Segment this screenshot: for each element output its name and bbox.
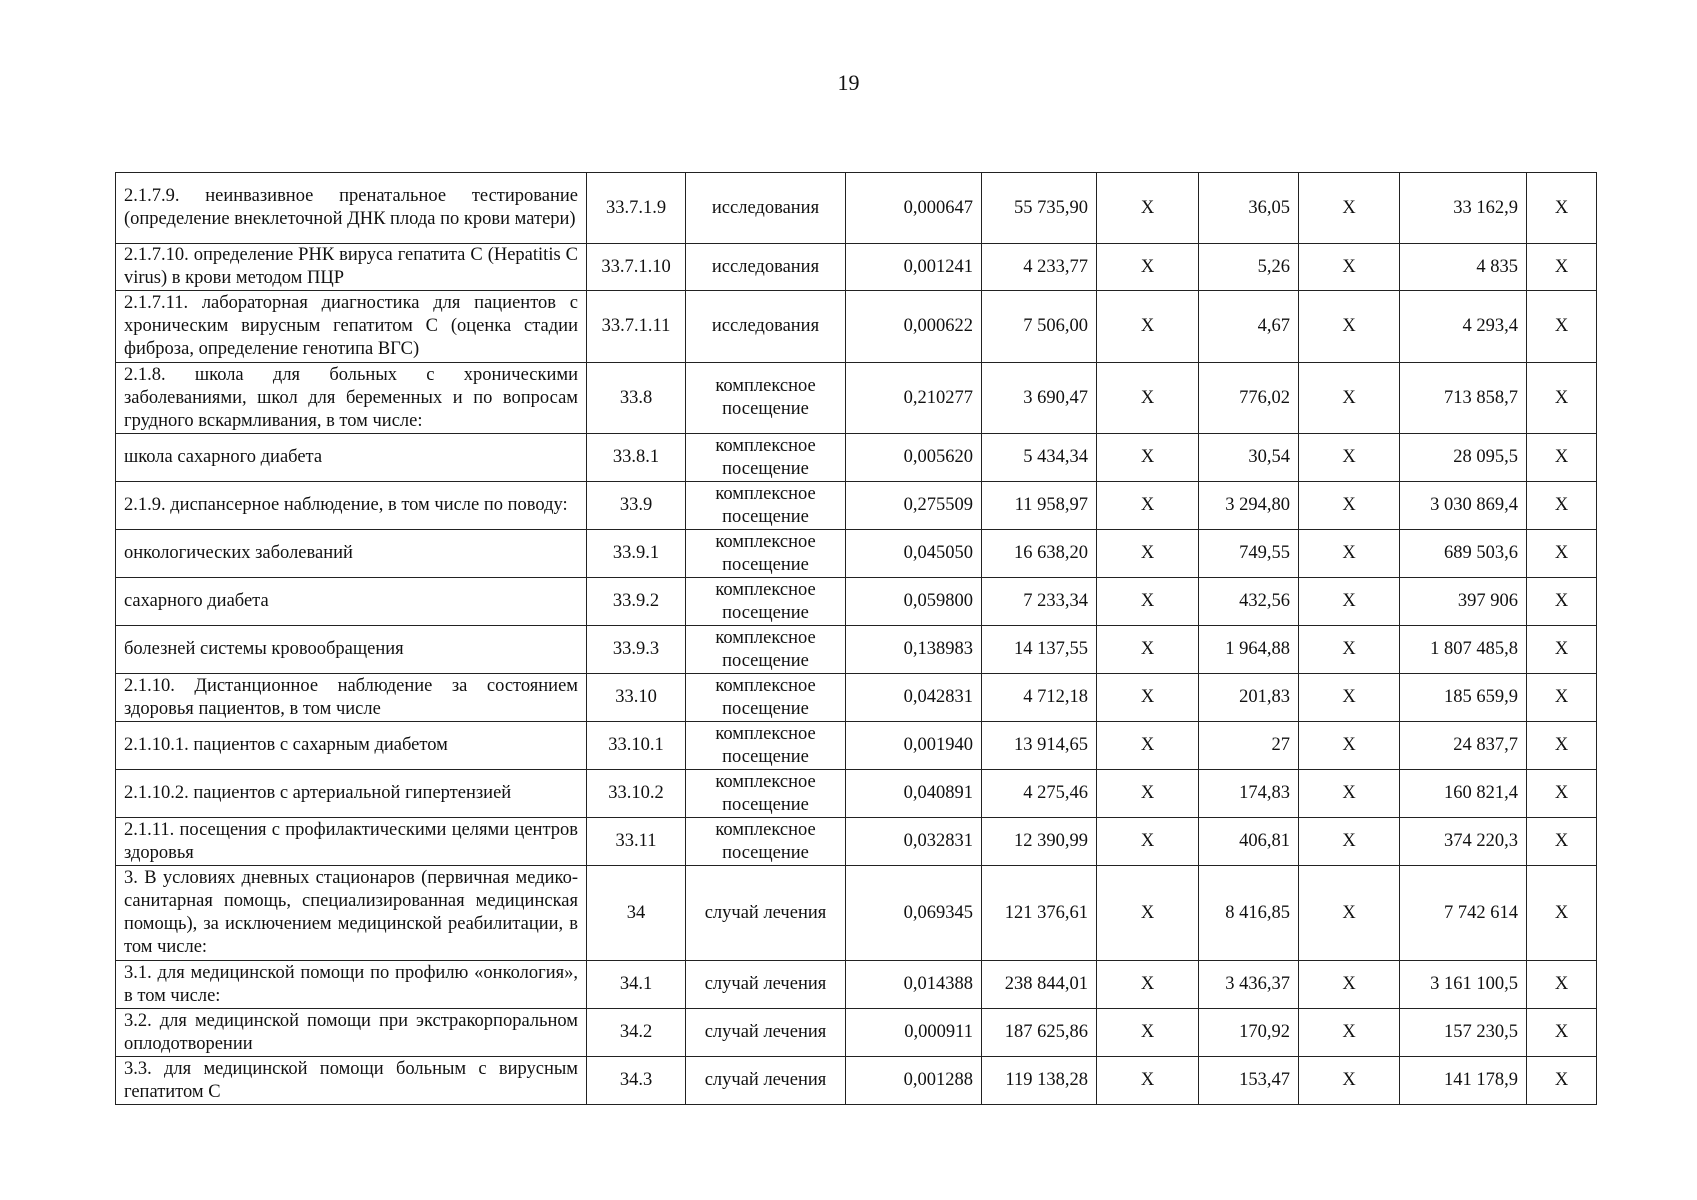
row-name: 3.1. для медицинской помощи по профилю «онкология», в том числе: [116, 961, 587, 1009]
row-total: 4 835 [1400, 244, 1527, 291]
row-unit: комплексное посещение [686, 770, 846, 818]
row-x-mark: X [1097, 1009, 1199, 1057]
row-code: 34 [587, 866, 686, 961]
row-name: 2.1.8. школа для больных с хроническими заболеваниями, школ для беременных и по вопросам грудного вскармливания, в том числе: [116, 363, 587, 434]
row-per-capita: 432,56 [1199, 578, 1299, 626]
table-row [116, 866, 1597, 961]
row-x-mark: X [1097, 482, 1199, 530]
row-x-mark: X [1299, 291, 1400, 363]
row-x-mark: X [1527, 363, 1597, 434]
row-x-mark: X [1527, 244, 1597, 291]
row-x-mark: X [1097, 674, 1199, 722]
row-norm: 0,210277 [846, 363, 982, 434]
row-unit: исследования [686, 244, 846, 291]
row-x-mark: X [1527, 722, 1597, 770]
row-name: болезней системы кровообращения [116, 626, 587, 674]
row-norm: 0,000911 [846, 1009, 982, 1057]
row-cost: 4 233,77 [982, 244, 1097, 291]
row-code: 33.10.1 [587, 722, 686, 770]
row-cost: 119 138,28 [982, 1057, 1097, 1105]
row-x-mark: X [1527, 818, 1597, 866]
row-x-mark: X [1527, 434, 1597, 482]
row-norm: 0,042831 [846, 674, 982, 722]
row-name: 2.1.9. диспансерное наблюдение, в том числе по поводу: [116, 482, 587, 530]
row-x-mark: X [1527, 770, 1597, 818]
row-per-capita: 776,02 [1199, 363, 1299, 434]
row-unit: комплексное посещение [686, 363, 846, 434]
row-x-mark: X [1097, 866, 1199, 961]
row-x-mark: X [1299, 244, 1400, 291]
row-per-capita: 174,83 [1199, 770, 1299, 818]
row-norm: 0,059800 [846, 578, 982, 626]
row-unit: комплексное посещение [686, 434, 846, 482]
row-per-capita: 749,55 [1199, 530, 1299, 578]
table-row [116, 291, 1597, 363]
row-unit: комплексное посещение [686, 818, 846, 866]
table-row [116, 363, 1597, 434]
row-cost: 187 625,86 [982, 1009, 1097, 1057]
row-total: 157 230,5 [1400, 1009, 1527, 1057]
table-row [116, 578, 1597, 626]
row-x-mark: X [1527, 530, 1597, 578]
row-name: 2.1.10.2. пациентов с артериальной гипертензией [116, 770, 587, 818]
row-x-mark: X [1527, 674, 1597, 722]
row-norm: 0,275509 [846, 482, 982, 530]
row-cost: 121 376,61 [982, 866, 1097, 961]
row-code: 33.9.2 [587, 578, 686, 626]
row-per-capita: 3 294,80 [1199, 482, 1299, 530]
row-x-mark: X [1097, 770, 1199, 818]
row-x-mark: X [1097, 626, 1199, 674]
row-total: 1 807 485,8 [1400, 626, 1527, 674]
row-total: 3 030 869,4 [1400, 482, 1527, 530]
row-x-mark: X [1527, 1057, 1597, 1105]
row-total: 374 220,3 [1400, 818, 1527, 866]
row-x-mark: X [1299, 1009, 1400, 1057]
row-x-mark: X [1299, 722, 1400, 770]
row-per-capita: 27 [1199, 722, 1299, 770]
row-total: 3 161 100,5 [1400, 961, 1527, 1009]
row-name: 2.1.7.9. неинвазивное пренатальное тестирование (определение внеклеточной ДНК плода по крови матери) [116, 173, 587, 244]
row-unit: исследования [686, 173, 846, 244]
row-per-capita: 170,92 [1199, 1009, 1299, 1057]
row-unit: случай лечения [686, 1009, 846, 1057]
row-unit: комплексное посещение [686, 722, 846, 770]
row-total: 713 858,7 [1400, 363, 1527, 434]
row-cost: 3 690,47 [982, 363, 1097, 434]
row-total: 33 162,9 [1400, 173, 1527, 244]
row-x-mark: X [1097, 722, 1199, 770]
row-x-mark: X [1299, 578, 1400, 626]
row-per-capita: 5,26 [1199, 244, 1299, 291]
row-x-mark: X [1097, 530, 1199, 578]
row-cost: 13 914,65 [982, 722, 1097, 770]
row-per-capita: 201,83 [1199, 674, 1299, 722]
row-x-mark: X [1097, 363, 1199, 434]
row-x-mark: X [1299, 818, 1400, 866]
row-per-capita: 1 964,88 [1199, 626, 1299, 674]
row-x-mark: X [1299, 1057, 1400, 1105]
row-norm: 0,014388 [846, 961, 982, 1009]
row-cost: 238 844,01 [982, 961, 1097, 1009]
table-row [116, 530, 1597, 578]
row-name: 2.1.11. посещения с профилактическими целями центров здоровья [116, 818, 587, 866]
table-row [116, 434, 1597, 482]
row-x-mark: X [1097, 173, 1199, 244]
row-x-mark: X [1299, 626, 1400, 674]
row-x-mark: X [1299, 770, 1400, 818]
row-code: 33.7.1.10 [587, 244, 686, 291]
row-cost: 5 434,34 [982, 434, 1097, 482]
row-x-mark: X [1097, 434, 1199, 482]
row-norm: 0,005620 [846, 434, 982, 482]
row-code: 33.11 [587, 818, 686, 866]
row-norm: 0,000647 [846, 173, 982, 244]
table-body [116, 173, 1597, 1105]
row-code: 33.9 [587, 482, 686, 530]
row-x-mark: X [1527, 1009, 1597, 1057]
row-x-mark: X [1299, 363, 1400, 434]
row-name: 3.2. для медицинской помощи при экстракорпоральном оплодотворении [116, 1009, 587, 1057]
row-x-mark: X [1097, 1057, 1199, 1105]
row-name: 3. В условиях дневных стационаров (первичная медико-санитарная помощь, специализированная медицинская помощь), за исключением медицинской реабилитации, в том числе: [116, 866, 587, 961]
row-norm: 0,138983 [846, 626, 982, 674]
row-norm: 0,045050 [846, 530, 982, 578]
row-name: школа сахарного диабета [116, 434, 587, 482]
row-unit: исследования [686, 291, 846, 363]
row-x-mark: X [1097, 961, 1199, 1009]
row-total: 185 659,9 [1400, 674, 1527, 722]
row-code: 33.7.1.9 [587, 173, 686, 244]
row-unit: случай лечения [686, 1057, 846, 1105]
table-row [116, 722, 1597, 770]
row-code: 33.10.2 [587, 770, 686, 818]
table-row [116, 1057, 1597, 1105]
row-unit: комплексное посещение [686, 626, 846, 674]
row-total: 160 821,4 [1400, 770, 1527, 818]
row-name: онкологических заболеваний [116, 530, 587, 578]
row-name: сахарного диабета [116, 578, 587, 626]
row-cost: 7 233,34 [982, 578, 1097, 626]
row-total: 141 178,9 [1400, 1057, 1527, 1105]
row-x-mark: X [1527, 578, 1597, 626]
row-norm: 0,000622 [846, 291, 982, 363]
row-cost: 7 506,00 [982, 291, 1097, 363]
row-cost: 16 638,20 [982, 530, 1097, 578]
row-unit: комплексное посещение [686, 674, 846, 722]
table-row [116, 770, 1597, 818]
row-name: 2.1.10.1. пациентов с сахарным диабетом [116, 722, 587, 770]
row-x-mark: X [1299, 961, 1400, 1009]
row-x-mark: X [1527, 291, 1597, 363]
row-per-capita: 8 416,85 [1199, 866, 1299, 961]
row-code: 34.1 [587, 961, 686, 1009]
row-name: 2.1.7.10. определение РНК вируса гепатита С (Hepatitis C virus) в крови методом ПЦР [116, 244, 587, 291]
row-total: 7 742 614 [1400, 866, 1527, 961]
table-row [116, 173, 1597, 244]
row-cost: 4 712,18 [982, 674, 1097, 722]
row-x-mark: X [1527, 482, 1597, 530]
row-x-mark: X [1097, 291, 1199, 363]
row-code: 34.3 [587, 1057, 686, 1105]
row-x-mark: X [1299, 482, 1400, 530]
row-x-mark: X [1299, 173, 1400, 244]
row-norm: 0,069345 [846, 866, 982, 961]
table-row [116, 244, 1597, 291]
row-code: 34.2 [587, 1009, 686, 1057]
row-per-capita: 4,67 [1199, 291, 1299, 363]
table-row [116, 818, 1597, 866]
row-x-mark: X [1527, 961, 1597, 1009]
row-per-capita: 153,47 [1199, 1057, 1299, 1105]
row-cost: 11 958,97 [982, 482, 1097, 530]
row-name: 2.1.10. Дистанционное наблюдение за состоянием здоровья пациентов, в том числе [116, 674, 587, 722]
row-unit: комплексное посещение [686, 578, 846, 626]
row-per-capita: 36,05 [1199, 173, 1299, 244]
row-per-capita: 406,81 [1199, 818, 1299, 866]
row-x-mark: X [1527, 173, 1597, 244]
table-row [116, 482, 1597, 530]
row-per-capita: 30,54 [1199, 434, 1299, 482]
row-cost: 4 275,46 [982, 770, 1097, 818]
row-per-capita: 3 436,37 [1199, 961, 1299, 1009]
row-total: 24 837,7 [1400, 722, 1527, 770]
row-x-mark: X [1299, 434, 1400, 482]
row-x-mark: X [1097, 244, 1199, 291]
row-x-mark: X [1299, 674, 1400, 722]
row-norm: 0,001288 [846, 1057, 982, 1105]
row-cost: 14 137,55 [982, 626, 1097, 674]
row-x-mark: X [1527, 866, 1597, 961]
row-x-mark: X [1527, 626, 1597, 674]
row-unit: комплексное посещение [686, 530, 846, 578]
row-x-mark: X [1097, 578, 1199, 626]
row-x-mark: X [1299, 530, 1400, 578]
row-cost: 55 735,90 [982, 173, 1097, 244]
row-total: 397 906 [1400, 578, 1527, 626]
row-total: 689 503,6 [1400, 530, 1527, 578]
row-total: 28 095,5 [1400, 434, 1527, 482]
row-code: 33.7.1.11 [587, 291, 686, 363]
row-unit: случай лечения [686, 866, 846, 961]
row-code: 33.10 [587, 674, 686, 722]
row-name: 2.1.7.11. лабораторная диагностика для пациентов с хроническим вирусным гепатитом С (оценка стадии фиброза, определение генотипа ВГС) [116, 291, 587, 363]
row-code: 33.9.3 [587, 626, 686, 674]
row-norm: 0,040891 [846, 770, 982, 818]
row-unit: комплексное посещение [686, 482, 846, 530]
row-total: 4 293,4 [1400, 291, 1527, 363]
data-table [115, 172, 1597, 1105]
table-row [116, 1009, 1597, 1057]
table-row [116, 961, 1597, 1009]
row-x-mark: X [1097, 818, 1199, 866]
row-cost: 12 390,99 [982, 818, 1097, 866]
row-norm: 0,001241 [846, 244, 982, 291]
row-unit: случай лечения [686, 961, 846, 1009]
row-norm: 0,032831 [846, 818, 982, 866]
row-code: 33.8 [587, 363, 686, 434]
row-name: 3.3. для медицинской помощи больным с вирусным гепатитом С [116, 1057, 587, 1105]
row-code: 33.9.1 [587, 530, 686, 578]
page-number: 19 [837, 70, 860, 95]
row-x-mark: X [1299, 866, 1400, 961]
table-row [116, 674, 1597, 722]
table-row [116, 626, 1597, 674]
row-code: 33.8.1 [587, 434, 686, 482]
row-norm: 0,001940 [846, 722, 982, 770]
